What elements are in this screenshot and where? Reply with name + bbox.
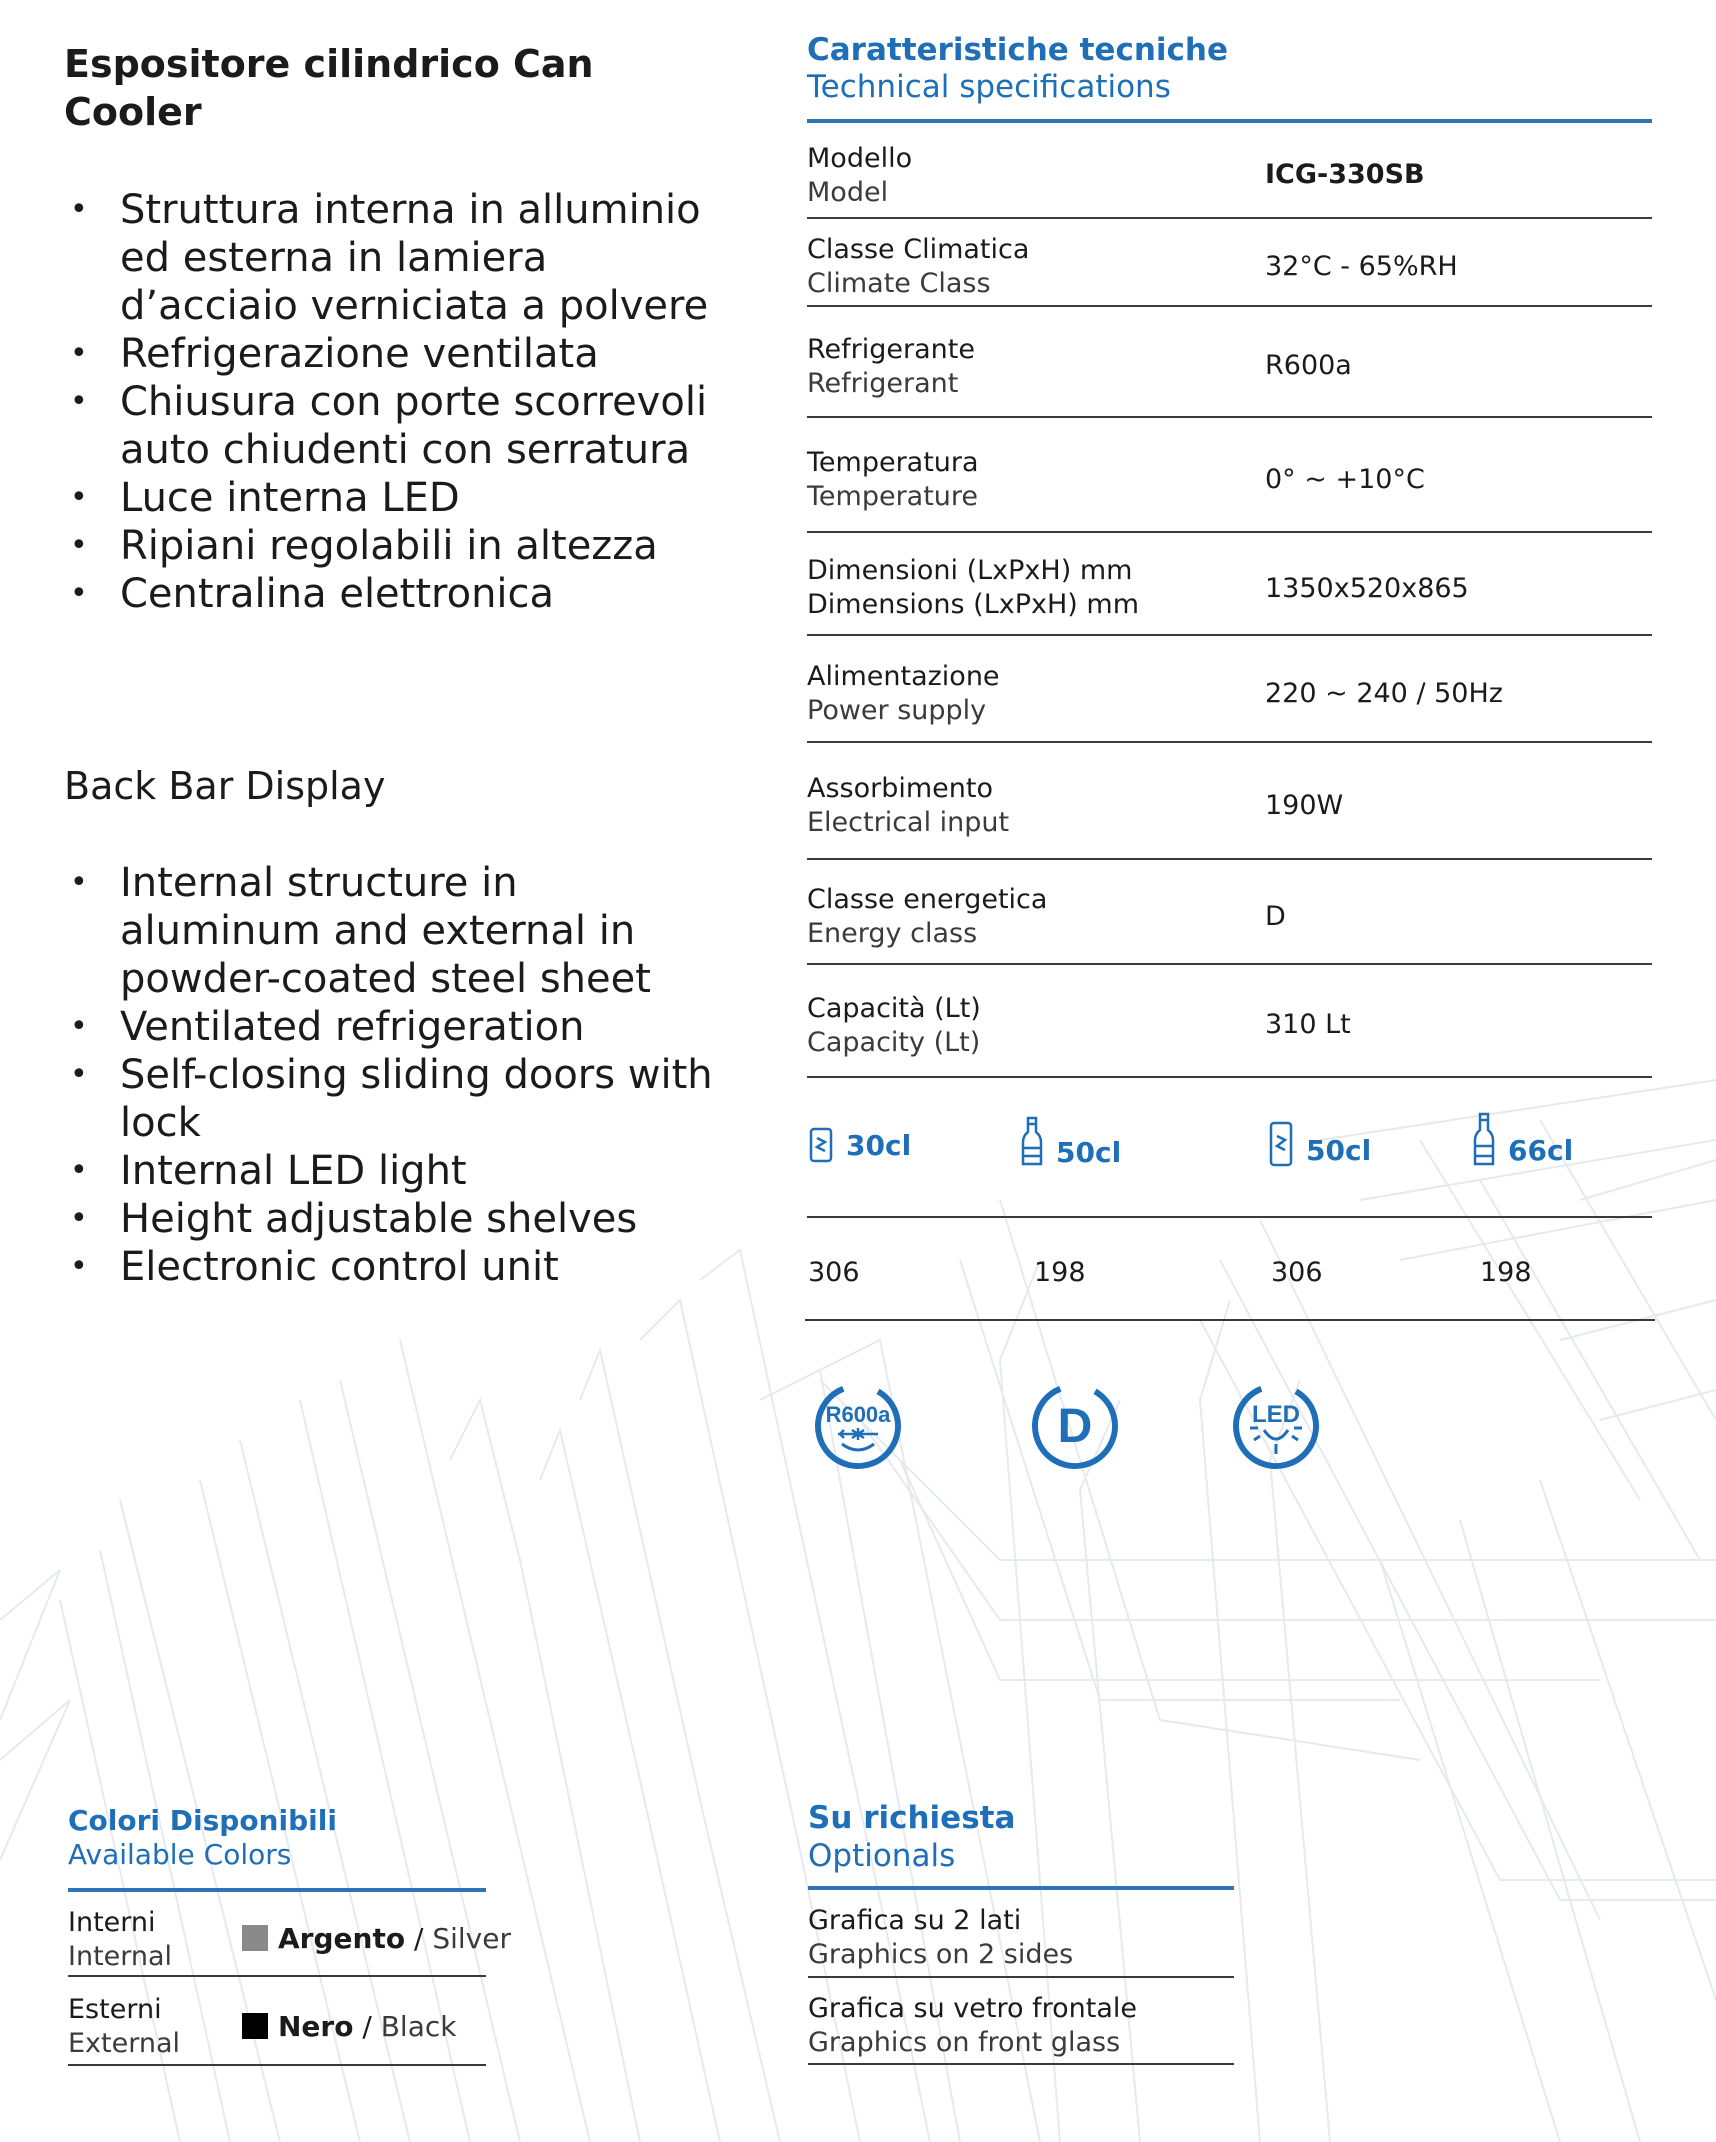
spec-label-energy — [807, 883, 1047, 951]
spec-label-dimensions — [807, 554, 1139, 622]
capacity-bottle-50cl — [1020, 1114, 1121, 1169]
spec-label-en: Climate Class — [807, 268, 991, 299]
spec-label-power — [807, 660, 1000, 728]
row-divider — [808, 1976, 1234, 1978]
row-label-en: Graphics on front glass — [808, 2027, 1121, 2058]
spec-value-climate: 32°C - 65%RH — [1265, 251, 1458, 282]
spec-label-refrigerant — [807, 333, 975, 401]
spec-label-input — [807, 772, 1009, 840]
capacity-label: 50cl — [1056, 1136, 1122, 1169]
color-value-internal — [242, 1922, 511, 1956]
optionals-heading-en: Optionals — [808, 1838, 956, 1874]
row-divider — [808, 2063, 1234, 2065]
can-icon — [808, 1126, 834, 1164]
spec-label-en: Dimensions (LxPxH) mm — [807, 589, 1140, 620]
features-list-it — [64, 186, 724, 618]
spec-label-capacity — [807, 992, 981, 1060]
color-separator: / — [405, 1922, 433, 1955]
badge-text: R600a — [825, 1402, 891, 1427]
row-divider — [68, 2064, 486, 2066]
color-separator: / — [353, 2010, 381, 2043]
badge-text: D — [1057, 1400, 1093, 1453]
capacity-bottle-66cl — [1472, 1112, 1573, 1168]
spec-label-en: Energy class — [807, 918, 978, 949]
row-divider — [807, 305, 1652, 307]
row-label-it: Grafica su vetro frontale — [808, 1993, 1137, 2024]
optional-item — [808, 1992, 1137, 2060]
feature-item: • Internal structure in aluminum and external in powder-coated steel sheet — [64, 859, 724, 1003]
color-name-it: Nero — [278, 2010, 354, 2043]
feature-item: • Chiusura con porte scorrevoli auto chiudenti con serratura — [64, 378, 724, 474]
feature-item: • Refrigerazione ventilata — [64, 330, 724, 378]
feature-item: • Struttura interna in alluminio ed esterna in lamiera d’acciaio verniciata a polvere — [64, 186, 724, 330]
spec-label-it: Assorbimento — [807, 773, 993, 804]
row-label-it: Esterni — [68, 1994, 162, 2025]
spec-label-en: Refrigerant — [807, 368, 959, 399]
capacity-label: 30cl — [846, 1128, 912, 1162]
row-divider — [68, 1975, 486, 1977]
badge-text: LED — [1252, 1401, 1300, 1428]
row-label-it: Grafica su 2 lati — [808, 1905, 1022, 1936]
row-divider — [807, 531, 1652, 533]
color-name-en: Silver — [432, 1922, 511, 1955]
colors-heading-en: Available Colors — [68, 1838, 292, 1871]
optional-item — [808, 1904, 1073, 1972]
row-divider — [807, 963, 1652, 965]
spec-label-model — [807, 142, 912, 210]
row-label-it: Interni — [68, 1907, 156, 1938]
row-divider — [807, 634, 1652, 636]
row-divider — [805, 1319, 1655, 1321]
row-label-en: Internal — [68, 1941, 173, 1972]
spec-value-dimensions: 1350x520x865 — [1265, 573, 1469, 604]
optionals-heading-rule — [808, 1886, 1234, 1890]
row-label-en: External — [68, 2028, 181, 2059]
capacity-count: 306 — [808, 1257, 860, 1288]
row-divider — [807, 1076, 1652, 1078]
spec-value-model: ICG-330SB — [1265, 159, 1425, 190]
spec-label-it: Capacità (Lt) — [807, 993, 981, 1024]
features-list-en — [64, 859, 724, 1291]
can-icon — [1268, 1120, 1294, 1168]
feature-item: • Electronic control unit — [64, 1243, 724, 1291]
row-divider — [807, 858, 1652, 860]
energy-class-d-icon — [1029, 1380, 1121, 1472]
feature-item: • Height adjustable shelves — [64, 1195, 724, 1243]
capacity-count: 198 — [1480, 1257, 1532, 1288]
spec-label-en: Model — [807, 177, 889, 208]
optionals-heading-it: Su richiesta — [808, 1800, 1016, 1836]
capacity-label: 66cl — [1508, 1133, 1574, 1167]
specs-heading-it: Caratteristiche tecniche — [807, 32, 1228, 68]
color-name-it: Argento — [278, 1922, 406, 1955]
spec-value-power: 220 ~ 240 / 50Hz — [1265, 678, 1503, 709]
led-light-icon — [1230, 1380, 1322, 1472]
color-row-external-label — [68, 1993, 180, 2061]
feature-item: • Luce interna LED — [64, 474, 724, 522]
spec-label-it: Classe energetica — [807, 884, 1048, 915]
specs-heading — [807, 32, 1228, 106]
spec-value-capacity: 310 Lt — [1265, 1009, 1351, 1040]
color-value-external — [242, 2010, 456, 2044]
row-label-en: Graphics on 2 sides — [808, 1939, 1074, 1970]
row-divider — [807, 741, 1652, 743]
spec-value-input: 190W — [1265, 790, 1344, 821]
capacity-can-30cl — [808, 1126, 911, 1164]
row-divider — [807, 416, 1652, 418]
spec-label-it: Refrigerante — [807, 334, 975, 365]
spec-value-energy: D — [1265, 901, 1286, 932]
capacity-count: 198 — [1034, 1257, 1086, 1288]
feature-item: • Internal LED light — [64, 1147, 724, 1195]
capacity-label: 50cl — [1306, 1133, 1372, 1167]
spec-label-climate — [807, 233, 1029, 301]
spec-label-en: Electrical input — [807, 807, 1010, 838]
refrigerant-r600a-icon — [812, 1380, 904, 1472]
colors-heading — [68, 1804, 337, 1872]
row-divider — [807, 1216, 1652, 1218]
spec-label-it: Temperatura — [807, 447, 979, 478]
optionals-heading — [808, 1799, 1015, 1875]
spec-label-it: Classe Climatica — [807, 234, 1030, 265]
bottle-icon — [1020, 1116, 1044, 1168]
colors-heading-rule — [68, 1888, 486, 1892]
row-divider — [807, 217, 1652, 219]
feature-item: • Ventilated refrigeration — [64, 1003, 724, 1051]
color-row-internal-label — [68, 1906, 172, 1974]
product-title: Espositore cilindrico Can Cooler — [64, 42, 594, 134]
spec-value-temperature: 0° ~ +10°C — [1265, 464, 1425, 495]
silver-swatch — [242, 1925, 268, 1951]
colors-heading-it: Colori Disponibili — [68, 1804, 337, 1837]
capacity-can-50cl — [1268, 1120, 1371, 1168]
spec-label-it: Alimentazione — [807, 661, 1000, 692]
spec-label-it: Dimensioni (LxPxH) mm — [807, 555, 1133, 586]
spec-label-en: Temperature — [807, 481, 979, 512]
spec-label-en: Power supply — [807, 695, 987, 726]
capacity-count: 306 — [1271, 1257, 1323, 1288]
product-subtitle-en: Back Bar Display — [64, 764, 386, 808]
specs-heading-en: Technical specifications — [807, 69, 1171, 105]
feature-item: • Self-closing sliding doors with lock — [64, 1051, 724, 1147]
bottle-icon — [1472, 1112, 1496, 1168]
specs-heading-rule — [807, 119, 1652, 123]
feature-item: • Centralina elettronica — [64, 570, 724, 618]
spec-label-temperature — [807, 446, 979, 514]
color-name-en: Black — [380, 2010, 457, 2043]
spec-label-it: Modello — [807, 143, 913, 174]
feature-item: • Ripiani regolabili in altezza — [64, 522, 724, 570]
spec-label-en: Capacity (Lt) — [807, 1027, 981, 1058]
black-swatch — [242, 2013, 268, 2039]
spec-value-refrigerant: R600a — [1265, 350, 1352, 381]
